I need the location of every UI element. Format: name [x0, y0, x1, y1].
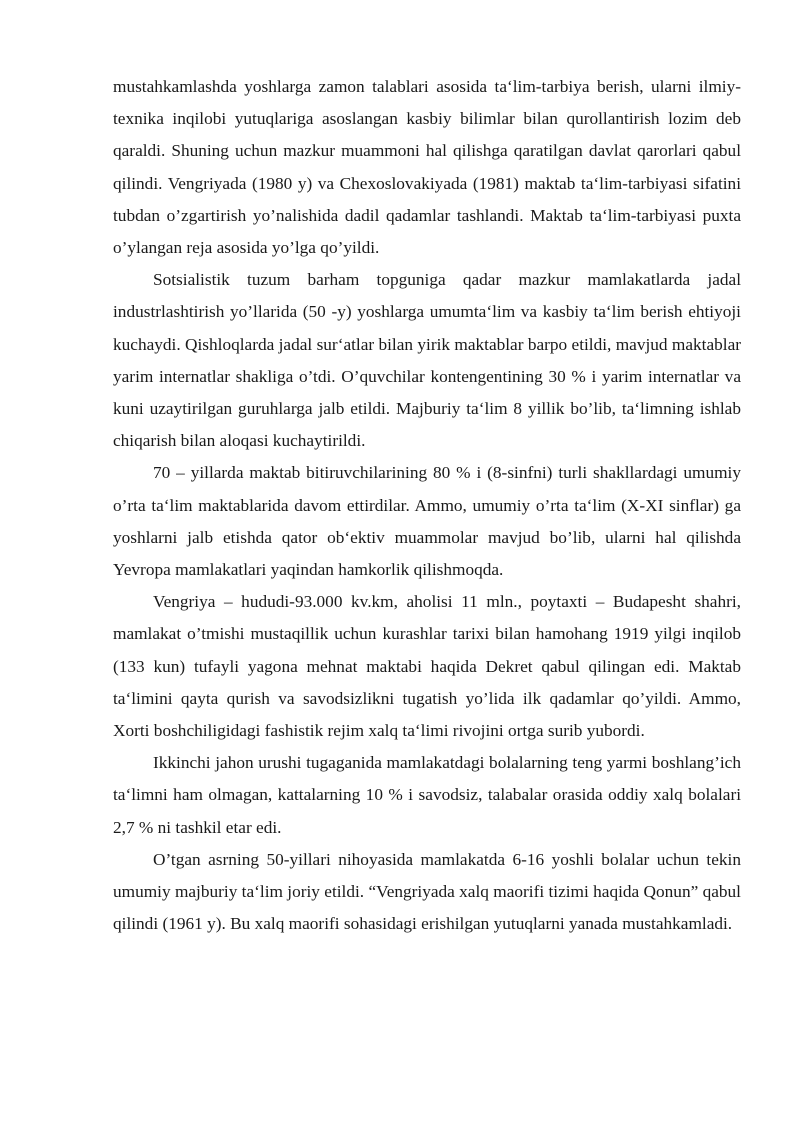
document-page	[113, 71, 741, 940]
paragraph-post-war: Ikkinchi jahon urushi tugaganida mamlakatdagi bolalarning teng yarmi boshlang’ich ta‘limni ham olmagan, kattalarning 10 % i savodsiz, talabalar orasida oddiy xalq bolalari 2,7 % ni tashkil etar edi.	[113, 753, 741, 837]
paragraph-seventies: 70 – yillarda maktab bitiruvchilarining 80 % i (8-sinfni) turli shakllardagi umumiy o’rta ta‘lim maktablarida davom ettirdilar. Ammo, umumiy o’rta ta‘lim (X-XI sinflar) ga yoshlarni jalb etishda qator ob‘ektiv muammolar mavjud bo’lib, ularni hal qilishda Yevropa mamlakatlari yaqindan hamkorlik qilishmoqda.	[113, 463, 741, 580]
paragraph-socialist-system: Sotsialistik tuzum barham topguniga qadar mazkur mamlakatlarda jadal industrlashtirish yo’llarida (50 -y) yoshlarga umumta‘lim va kasbiy ta‘lim berish ehtiyoji kuchaydi. Qishloqlarda jadal sur‘atlar bilan yirik maktablar barpo etildi, mavjud maktablar yarim internatlar shakliga o’tdi. O’quvchilar kontengentining 30 % i yarim internatlar va kuni uzaytirilgan guruhlarga jalb etildi. Majburiy ta‘lim 8 yillik bo’lib, ta‘limning ishlab chiqarish bilan aloqasi kuchaytirildi.	[113, 270, 741, 451]
paragraph-continuation: mustahkamlashda yoshlarga zamon talablari asosida ta‘lim-tarbiya berish, ularni ilmiy-texnika inqilobi yutuqlariga asoslangan kasbiy bilimlar bilan qurollantirish lozim deb qaraldi. Shuning uchun mazkur muammoni hal qilishga qaratilgan davlat qarorlari qabul qilindi. Vengriyada (1980 y) va Chexoslovakiyada (1981) maktab ta‘lim-tarbiyasi sifatini tubdan o’zgartirish yo’nalishida dadil qadamlar tashlandi. Maktab ta‘lim-tarbiyasi puxta o’ylangan reja asosida yo’lga qo’yildi.	[113, 77, 741, 258]
paragraph-fifties-law: O’tgan asrning 50-yillari nihoyasida mamlakatda 6-16 yoshli bolalar uchun tekin umumiy majburiy ta‘lim joriy etildi. “Vengriyada xalq maorifi tizimi haqida Qonun” qabul qilindi (1961 y). Bu xalq maorifi sohasidagi erishilgan yutuqlarni yanada mustahkamladi.	[113, 849, 741, 934]
paragraph-hungary-overview: Vengriya – hududi-93.000 kv.km, aholisi 11 mln., poytaxti – Budapesht shahri, mamlakat o’tmishi mustaqillik uchun kurashlar tarixi bilan hamohang 1919 yilgi inqilob (133 kun) tufayli yagona mehnat maktabi haqida Dekret qabul qilingan edi. Maktab ta‘limini qayta qurish va savodsizlikni tugatish yo’lida ilk qadamlar qo’yildi. Ammo, Xorti boshchiligidagi fashistik rejim xalq ta‘limi rivojini ortga surib yubordi.	[113, 592, 741, 741]
